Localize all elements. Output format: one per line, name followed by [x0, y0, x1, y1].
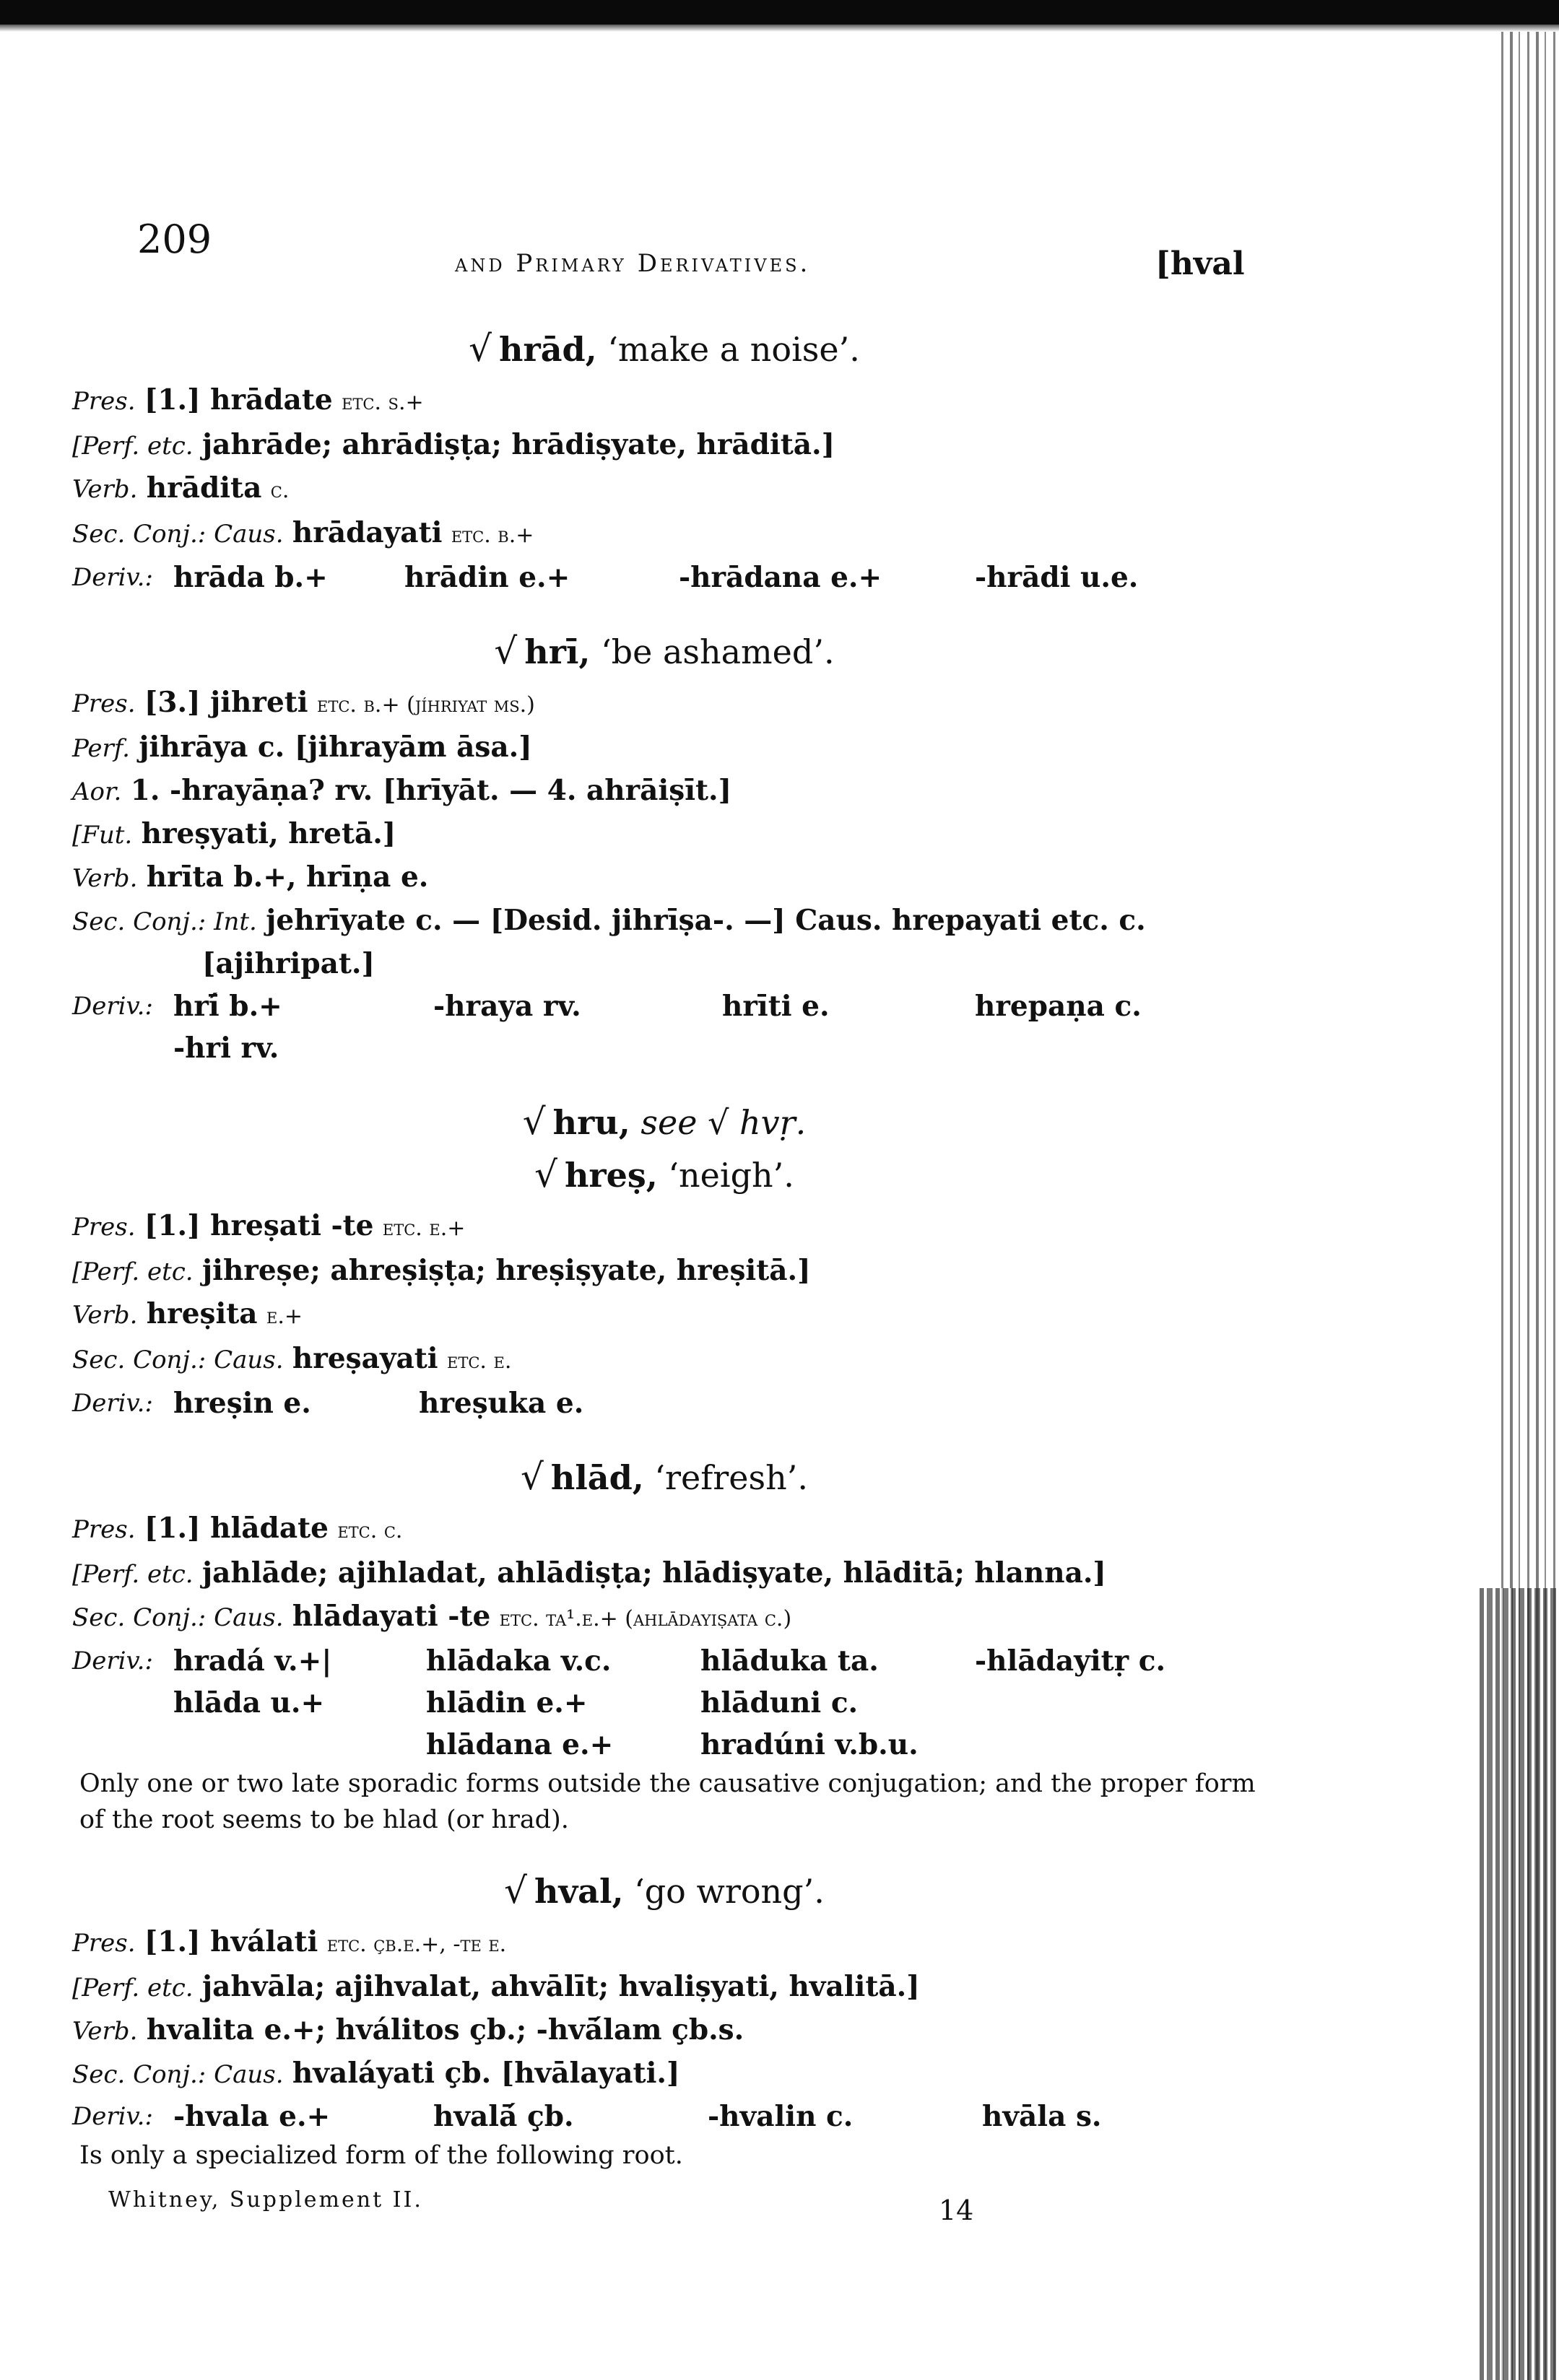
- entry-root: hval,: [534, 1872, 624, 1911]
- running-title: and Primary Derivatives.: [455, 249, 811, 278]
- entry-hres: [72, 1154, 1256, 1424]
- entry-hri: [72, 630, 1256, 1069]
- entry-gloss: ‘make a noise’.: [607, 330, 860, 369]
- derivative-item: hvāla s.: [982, 2100, 1102, 2133]
- derivative-item: hrāda b.+: [173, 561, 328, 594]
- derivative-item: hrīti e.: [722, 990, 830, 1023]
- entry-gloss: ‘refresh’.: [654, 1458, 808, 1497]
- entry-heading: [72, 1456, 1256, 1499]
- entry-gloss: ‘be ashamed’.: [601, 632, 835, 671]
- entry-line: Pres. [1.] hrādate etc. s.+: [72, 383, 424, 417]
- entry-gloss: ‘neigh’.: [668, 1156, 794, 1195]
- derivative-item: hlāduka ta.: [700, 1644, 879, 1678]
- entry-line: Verb. hrādita c.: [72, 471, 290, 505]
- scan-top-shadow: [0, 25, 1559, 32]
- derivative-item: -hvala e.+: [173, 2100, 331, 2133]
- entry-root: hlād,: [550, 1458, 644, 1497]
- page-header: [108, 217, 1249, 289]
- derivative-item: hlādin e.+: [426, 1686, 588, 1719]
- entry-note: Only one or two late sporadic forms outside the causative conjugation; and the proper form of the root seems to be hlad (or hrad).: [79, 1769, 1256, 1834]
- derivative-item: -hvalin c.: [708, 2100, 854, 2133]
- root-sign-icon: √: [534, 1154, 557, 1195]
- entry-note: Is only a specialized form of the following root.: [79, 2141, 683, 2170]
- derivative-item: hrī́ b.+: [173, 990, 282, 1023]
- entry-heading: [72, 1154, 1256, 1196]
- derivatives: Deriv.: hreṣin e. hreṣuka e.: [72, 1382, 1256, 1424]
- entry-line: [Perf. etc. jahvāla; ajihvalat, ahvālīt; hvaliṣyati, hvalitā.]: [72, 1970, 920, 2003]
- entry-line: Sec. Conj.: Caus. hvaláyati çb. [hvālayati.]: [72, 2057, 680, 2090]
- entry-cross-reference: see √ hvṛ.: [640, 1103, 807, 1142]
- entry-line: Pres. [3.] jihreti etc. b.+ (jíhriyat ms.): [72, 686, 535, 719]
- derivative-item: -hrādana e.+: [679, 561, 882, 594]
- entry-heading: [72, 1101, 1256, 1143]
- derivative-item: hradúni v.b.u.: [700, 1728, 919, 1761]
- entry-line: Perf. jihrāya c. [jihrayām āsa.]: [72, 731, 532, 764]
- root-sign-icon: √: [494, 630, 518, 672]
- derivative-item: -hrādi u.e.: [975, 561, 1139, 594]
- derivative-item: hrādin e.+: [404, 561, 570, 594]
- entry-line: [Perf. etc. jihreṣe; ahreṣiṣṭa; hreṣiṣyate, hreṣitā.]: [72, 1254, 811, 1287]
- entry-root: hrād,: [499, 330, 597, 369]
- entry-root: hreṣ,: [564, 1156, 658, 1195]
- root-sign-icon: √: [504, 1870, 527, 1912]
- entry-line: Verb. hreṣita e.+: [72, 1297, 303, 1330]
- entry-line: Sec. Conj.: Caus. hrādayati etc. b.+: [72, 516, 534, 549]
- page-number: 209: [137, 217, 212, 262]
- entry-hru: [72, 1101, 1256, 1143]
- entry-line: Sec. Conj.: Caus. hreṣayati etc. e.: [72, 1342, 512, 1375]
- entry-line: Sec. Conj.: Caus. hlādayati -te etc. ta¹.e.+ (ahlādayiṣata c.): [72, 1600, 792, 1633]
- derivative-item: hlāda u.+: [173, 1686, 325, 1719]
- derivative-item: hlādana e.+: [426, 1728, 614, 1761]
- derivative-item: hreṣin e.: [173, 1387, 311, 1420]
- scan-top-border: [0, 0, 1559, 25]
- entry-line: Sec. Conj.: Int. jehrīyate c. — [Desid. jihrīṣa-. —] Caus. hrepayati etc. c.: [72, 904, 1146, 937]
- derivative-item: hlāduni c.: [700, 1686, 859, 1719]
- entry-line: Pres. [1.] hlādate etc. c.: [72, 1512, 403, 1545]
- entry-root: hrī,: [524, 632, 591, 671]
- entry-line: [ajihripat.]: [202, 947, 375, 980]
- derivatives: Deriv.: hrāda b.+ hrādin e.+ -hrādana e.+ -hrādi u.e.: [72, 557, 1256, 598]
- derivative-item: hlādaka v.c.: [426, 1644, 612, 1678]
- derivatives: Deriv.: hrī́ b.+ -hraya rv. hrīti e. hrepaṇa c. -hri rv.: [72, 985, 1256, 1069]
- entry-hlad: [72, 1456, 1256, 1838]
- root-sign-icon: √: [522, 1101, 546, 1143]
- entry-line: Verb. hvalita e.+; hválitos çb.; -hvā́lam çb.s.: [72, 2013, 744, 2046]
- derivative-item: hreṣuka e.: [419, 1387, 584, 1420]
- entry-hval: [72, 1870, 1256, 2174]
- derivative-item: hrepaṇa c.: [975, 990, 1142, 1023]
- footer-signature: Whitney, Supplement II.: [108, 2187, 423, 2213]
- derivatives: Deriv.: -hvala e.+ hvalā́ çb. -hvalin c. hvāla s.: [72, 2096, 1256, 2137]
- signature-mark: 14: [939, 2194, 974, 2226]
- page-footer: [108, 2187, 1191, 2245]
- entry-root: hru,: [552, 1103, 630, 1142]
- running-head: [hval: [1155, 245, 1245, 282]
- root-sign-icon: √: [521, 1456, 544, 1498]
- derivative-item: -hri rv.: [173, 1032, 279, 1065]
- entry-line: Verb. hrīta b.+, hrīṇa e.: [72, 860, 429, 894]
- derivative-item: -hlādayitṛ c.: [975, 1644, 1166, 1678]
- derivative-item: hvalā́ çb.: [433, 2100, 574, 2133]
- entry-line: [Fut. hreṣyati, hretā.]: [72, 817, 396, 850]
- entry-line: [Perf. etc. jahlāde; ajihladat, ahlādiṣṭa; hlādiṣyate, hlāditā; hlanna.]: [72, 1556, 1106, 1590]
- derivative-item: hradá v.+|: [173, 1644, 332, 1678]
- entry-line: [Perf. etc. jahrāde; ahrādiṣṭa; hrādiṣyate, hrāditā.]: [72, 428, 835, 461]
- entry-heading: [72, 328, 1256, 370]
- entry-heading: [72, 1870, 1256, 1912]
- root-sign-icon: √: [469, 328, 492, 370]
- entry-gloss: ‘go wrong’.: [634, 1872, 825, 1911]
- entry-line: Aor. 1. -hrayāṇa? rv. [hrīyāt. — 4. ahrāiṣīt.]: [72, 774, 732, 807]
- entry-line: Pres. [1.] hválati etc. çb.e.+, -te e.: [72, 1925, 507, 1958]
- derivatives: Deriv.: hradá v.+| hlādaka v.c. hlāduka ta. -hlādayitṛ c. hlāda u.+ hlādin e.+ hlāduni c. hlādana e.+ hradúni v.b.u.: [72, 1640, 1256, 1766]
- entry-heading: [72, 630, 1256, 673]
- entry-line: Pres. [1.] hreṣati -te etc. e.+: [72, 1209, 466, 1242]
- scan-right-edge-lower: [1480, 1588, 1559, 2380]
- derivative-item: -hraya rv.: [433, 990, 581, 1023]
- page-content: [72, 318, 1256, 2174]
- entry-hrad: [72, 328, 1256, 598]
